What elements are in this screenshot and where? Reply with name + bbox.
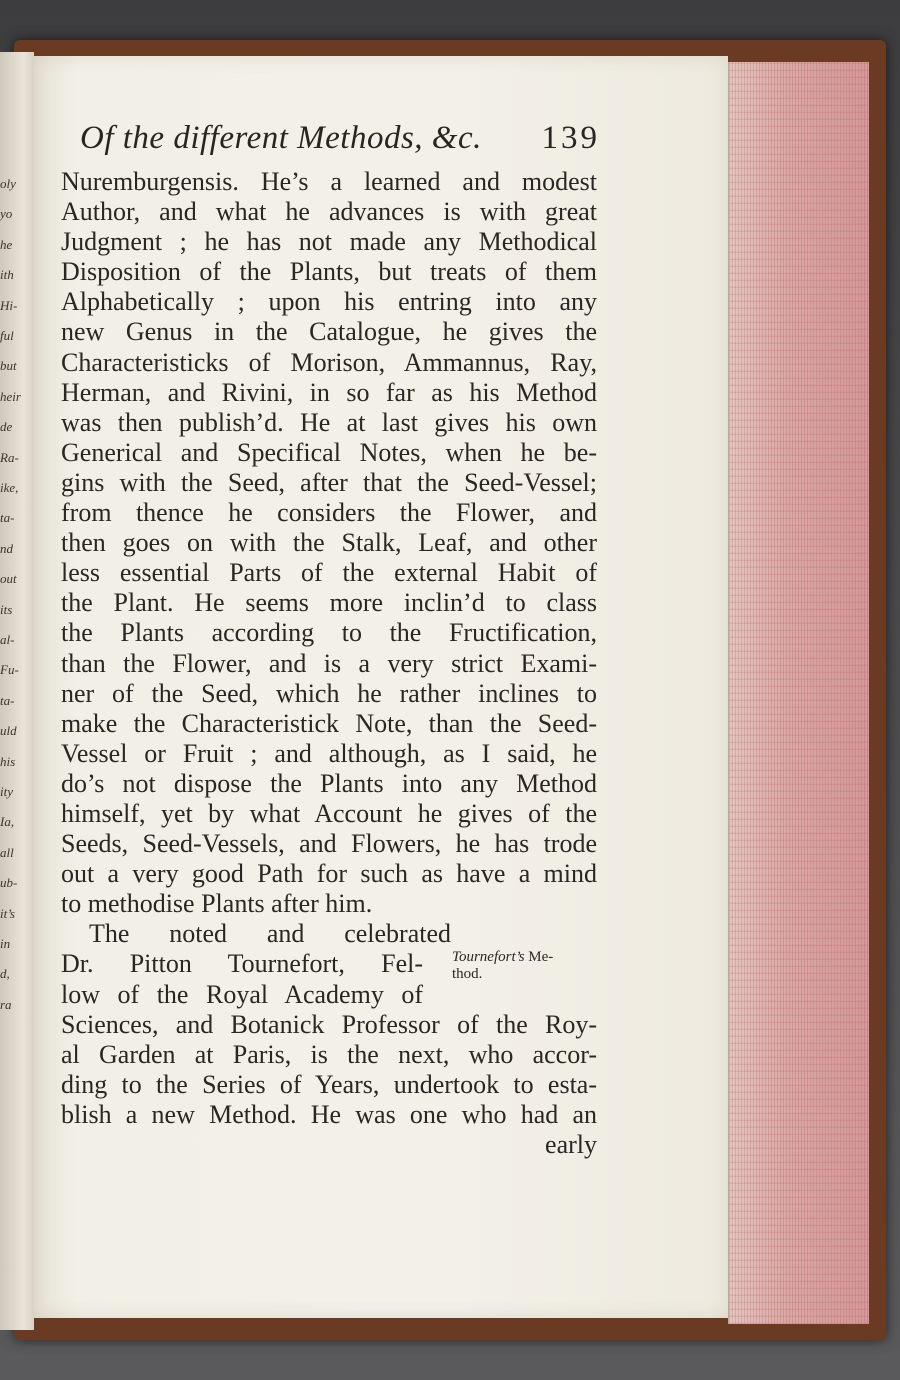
left-page-fragment: nd bbox=[0, 540, 13, 556]
left-page-fragment: ike, bbox=[0, 480, 19, 495]
text-line: out a very good Path for such as have a mind bbox=[61, 859, 597, 889]
text-line: gins with the Seed, after that the Seed-Vessel; bbox=[61, 467, 597, 497]
left-page-fragment: its bbox=[0, 601, 13, 617]
text-line: less essential Parts of the external Habit of bbox=[61, 558, 597, 588]
left-page-fragment: ta- bbox=[0, 692, 15, 708]
left-page-fragment: yo bbox=[0, 206, 13, 222]
left-page-fragment: Ra- bbox=[0, 449, 19, 465]
text-line: then goes on with the Stalk, Leaf, and other bbox=[61, 528, 597, 558]
text-line: than the Flower, and is a very strict Exami- bbox=[61, 648, 597, 678]
text-line: Nuremburgensis. He’s a learned and modest bbox=[61, 167, 597, 196]
left-page-fragment: ful bbox=[0, 328, 14, 343]
margin-note-rest: Me- bbox=[528, 949, 554, 965]
left-page-fragment: it’s bbox=[0, 905, 15, 921]
text-line: Dr. Pitton Tournefort, Fel- bbox=[61, 949, 423, 979]
left-page-fragment: his bbox=[0, 753, 16, 769]
left-page-fragment: ra bbox=[0, 996, 12, 1012]
left-page-fragment: ta- bbox=[0, 510, 15, 526]
text-line: Herman, and Rivini, in so far as his Method bbox=[61, 377, 597, 407]
margin-note-line2: thod. bbox=[452, 966, 483, 982]
page-header bbox=[80, 120, 600, 164]
left-page-fragment: Hi- bbox=[0, 297, 18, 313]
left-page-fragment: all bbox=[0, 844, 14, 860]
left-page-fragment: d, bbox=[0, 966, 10, 982]
text-line: ner of the Seed, which he rather inclines to bbox=[61, 678, 597, 708]
left-page-fragment: al- bbox=[0, 632, 15, 647]
text-line: blish a new Method. He was one who had an bbox=[61, 1099, 597, 1129]
text-line: the Plants according to the Fructification, bbox=[61, 618, 597, 648]
left-page-fragment: out bbox=[0, 571, 17, 587]
left-page-fragment: oly bbox=[0, 176, 16, 191]
page-number: 139 bbox=[541, 120, 600, 156]
left-page-fragment: in bbox=[0, 936, 11, 951]
text-line: low of the Royal Academy of bbox=[61, 979, 423, 1009]
catchword: early bbox=[545, 1130, 597, 1159]
text-line: the Plant. He seems more inclin’d to class bbox=[61, 588, 597, 618]
text-line: ding to the Series of Years, undertook to esta- bbox=[61, 1069, 597, 1099]
left-page-fragment: but bbox=[0, 358, 17, 374]
left-page-fragment: ith bbox=[0, 267, 14, 283]
text-line: from thence he considers the Flower, and bbox=[61, 498, 597, 528]
left-page-fragment: ity bbox=[0, 784, 13, 799]
text-line: Sciences, and Botanick Professor of the Roy- bbox=[61, 1009, 597, 1039]
page-fore-edge bbox=[728, 62, 869, 1324]
running-title: Of the different Methods, &c. bbox=[80, 120, 482, 156]
left-page-fragment: uld bbox=[0, 723, 17, 739]
text-line: Generical and Specifical Notes, when he be- bbox=[61, 437, 597, 467]
text-line: himself, yet by what Account he gives of the bbox=[61, 798, 597, 828]
text-line: make the Characteristick Note, than the Seed- bbox=[61, 708, 597, 738]
left-page-fragment: de bbox=[0, 419, 13, 435]
margin-note-name: Tournefort’s bbox=[452, 949, 525, 965]
text-line: new Genus in the Catalogue, he gives the bbox=[61, 317, 597, 347]
left-page-fragment: he bbox=[0, 236, 13, 252]
text-line: Author, and what he advances is with great bbox=[61, 197, 597, 227]
text-line: Vessel or Fruit ; and although, as I said, he bbox=[61, 738, 597, 768]
text-line: Judgment ; he has not made any Methodical bbox=[61, 227, 597, 257]
text-line: Alphabetically ; upon his entring into any bbox=[61, 287, 597, 317]
left-page-fragment: heir bbox=[0, 388, 21, 404]
text-line: Seeds, Seed-Vessels, and Flowers, he has trode bbox=[61, 829, 597, 859]
text-line: do’s not dispose the Plants into any Method bbox=[61, 768, 597, 798]
text-line: al Garden at Paris, is the next, who accor- bbox=[61, 1039, 597, 1069]
left-page-fragment: ub- bbox=[0, 875, 18, 891]
margin-note bbox=[452, 949, 612, 983]
left-page-edge bbox=[0, 52, 34, 1330]
text-line: to methodise Plants after him. bbox=[61, 889, 373, 919]
body-text bbox=[61, 167, 597, 1160]
left-page-fragment: Fu- bbox=[0, 662, 19, 678]
text-line: Disposition of the Plants, but treats of them bbox=[61, 257, 597, 287]
left-page-fragment: Ia, bbox=[0, 814, 15, 830]
text-line: was then publish’d. He at last gives his own bbox=[61, 407, 597, 437]
text-line: The noted and celebrated bbox=[89, 919, 451, 949]
text-line: Characteristicks of Morison, Ammannus, Ray, bbox=[61, 347, 597, 377]
